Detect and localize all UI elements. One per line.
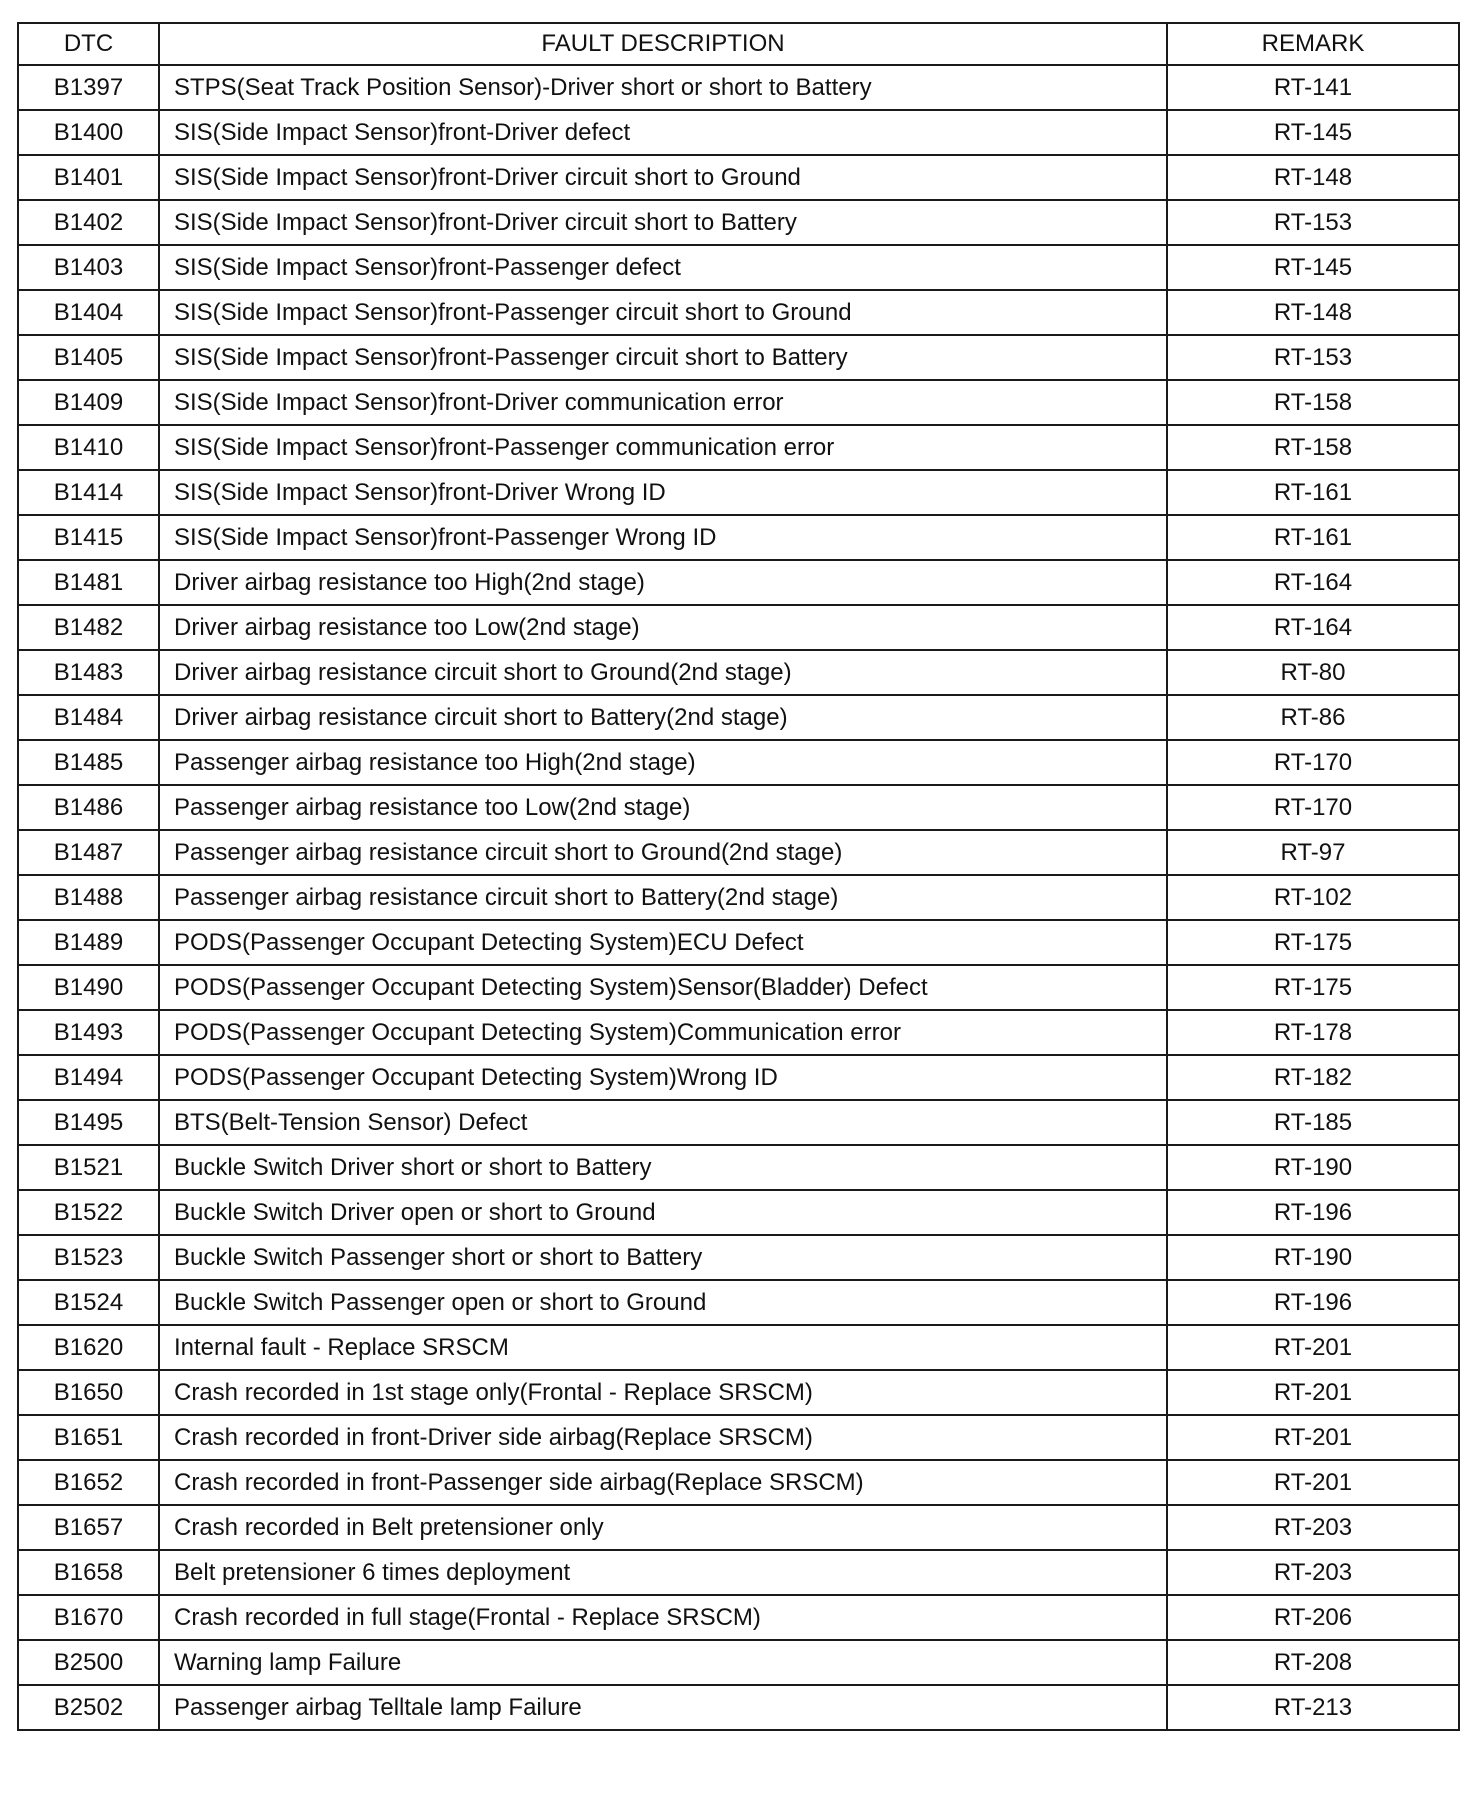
remark-cell: RT-206 <box>1167 1595 1459 1640</box>
remark-cell: RT-158 <box>1167 380 1459 425</box>
table-row <box>18 875 1459 920</box>
dtc-code-cell: B1488 <box>18 875 159 920</box>
table-row <box>18 1460 1459 1505</box>
remark-cell: RT-153 <box>1167 200 1459 245</box>
table-row <box>18 740 1459 785</box>
dtc-code-cell: B1483 <box>18 650 159 695</box>
fault-description-cell: SIS(Side Impact Sensor)front-Passenger Wrong ID <box>159 515 1167 560</box>
dtc-code-cell: B1657 <box>18 1505 159 1550</box>
table-row <box>18 425 1459 470</box>
fault-description-cell: Passenger airbag resistance circuit short to Ground(2nd stage) <box>159 830 1167 875</box>
table-row <box>18 1235 1459 1280</box>
fault-description-cell: Driver airbag resistance too High(2nd stage) <box>159 560 1167 605</box>
table-row <box>18 1190 1459 1235</box>
fault-description-cell: Passenger airbag resistance circuit short to Battery(2nd stage) <box>159 875 1167 920</box>
header-dtc: DTC <box>18 23 159 65</box>
remark-cell: RT-185 <box>1167 1100 1459 1145</box>
remark-cell: RT-203 <box>1167 1550 1459 1595</box>
remark-cell: RT-80 <box>1167 650 1459 695</box>
dtc-code-cell: B1409 <box>18 380 159 425</box>
dtc-code-cell: B1414 <box>18 470 159 515</box>
table-row <box>18 1370 1459 1415</box>
fault-description-cell: Crash recorded in front-Driver side airbag(Replace SRSCM) <box>159 1415 1167 1460</box>
remark-cell: RT-158 <box>1167 425 1459 470</box>
table-row <box>18 1505 1459 1550</box>
dtc-fault-table <box>17 22 1460 1731</box>
fault-description-cell: SIS(Side Impact Sensor)front-Passenger communication error <box>159 425 1167 470</box>
fault-description-cell: BTS(Belt-Tension Sensor) Defect <box>159 1100 1167 1145</box>
fault-description-cell: Crash recorded in 1st stage only(Frontal - Replace SRSCM) <box>159 1370 1167 1415</box>
dtc-code-cell: B1522 <box>18 1190 159 1235</box>
fault-description-cell: Buckle Switch Passenger open or short to Ground <box>159 1280 1167 1325</box>
remark-cell: RT-196 <box>1167 1190 1459 1235</box>
fault-description-cell: SIS(Side Impact Sensor)front-Driver circuit short to Battery <box>159 200 1167 245</box>
table-row <box>18 1055 1459 1100</box>
remark-cell: RT-178 <box>1167 1010 1459 1055</box>
remark-cell: RT-145 <box>1167 245 1459 290</box>
fault-description-cell: Crash recorded in Belt pretensioner only <box>159 1505 1167 1550</box>
dtc-code-cell: B1524 <box>18 1280 159 1325</box>
table-row <box>18 605 1459 650</box>
fault-description-cell: SIS(Side Impact Sensor)front-Passenger defect <box>159 245 1167 290</box>
remark-cell: RT-175 <box>1167 965 1459 1010</box>
remark-cell: RT-170 <box>1167 740 1459 785</box>
dtc-code-cell: B1487 <box>18 830 159 875</box>
table-row <box>18 1685 1459 1730</box>
fault-description-cell: SIS(Side Impact Sensor)front-Driver circuit short to Ground <box>159 155 1167 200</box>
dtc-code-cell: B1521 <box>18 1145 159 1190</box>
fault-description-cell: Belt pretensioner 6 times deployment <box>159 1550 1167 1595</box>
table-row <box>18 785 1459 830</box>
fault-description-cell: STPS(Seat Track Position Sensor)-Driver short or short to Battery <box>159 65 1167 110</box>
fault-description-cell: SIS(Side Impact Sensor)front-Passenger circuit short to Ground <box>159 290 1167 335</box>
dtc-code-cell: B1415 <box>18 515 159 560</box>
table-row <box>18 335 1459 380</box>
table-row <box>18 650 1459 695</box>
dtc-code-cell: B1397 <box>18 65 159 110</box>
fault-description-cell: Crash recorded in front-Passenger side airbag(Replace SRSCM) <box>159 1460 1167 1505</box>
dtc-code-cell: B1402 <box>18 200 159 245</box>
table-row <box>18 1010 1459 1055</box>
dtc-code-cell: B1495 <box>18 1100 159 1145</box>
table-row <box>18 155 1459 200</box>
dtc-code-cell: B1490 <box>18 965 159 1010</box>
fault-description-cell: SIS(Side Impact Sensor)front-Passenger circuit short to Battery <box>159 335 1167 380</box>
dtc-code-cell: B1658 <box>18 1550 159 1595</box>
remark-cell: RT-201 <box>1167 1460 1459 1505</box>
dtc-code-cell: B1620 <box>18 1325 159 1370</box>
table-row <box>18 380 1459 425</box>
table-row <box>18 200 1459 245</box>
remark-cell: RT-175 <box>1167 920 1459 965</box>
table-row <box>18 1415 1459 1460</box>
fault-description-cell: Passenger airbag Telltale lamp Failure <box>159 1685 1167 1730</box>
table-row <box>18 965 1459 1010</box>
remark-cell: RT-145 <box>1167 110 1459 155</box>
table-row <box>18 1550 1459 1595</box>
table-row <box>18 515 1459 560</box>
fault-description-cell: Passenger airbag resistance too Low(2nd stage) <box>159 785 1167 830</box>
header-fault-description: FAULT DESCRIPTION <box>159 23 1167 65</box>
remark-cell: RT-201 <box>1167 1325 1459 1370</box>
table-row <box>18 65 1459 110</box>
dtc-code-cell: B1652 <box>18 1460 159 1505</box>
remark-cell: RT-190 <box>1167 1235 1459 1280</box>
dtc-code-cell: B1650 <box>18 1370 159 1415</box>
dtc-code-cell: B1486 <box>18 785 159 830</box>
remark-cell: RT-161 <box>1167 515 1459 560</box>
fault-description-cell: Passenger airbag resistance too High(2nd stage) <box>159 740 1167 785</box>
table-row <box>18 290 1459 335</box>
fault-description-cell: Buckle Switch Driver open or short to Ground <box>159 1190 1167 1235</box>
table-row <box>18 695 1459 740</box>
table-row <box>18 1325 1459 1370</box>
remark-cell: RT-164 <box>1167 560 1459 605</box>
fault-description-cell: SIS(Side Impact Sensor)front-Driver communication error <box>159 380 1167 425</box>
remark-cell: RT-213 <box>1167 1685 1459 1730</box>
fault-description-cell: SIS(Side Impact Sensor)front-Driver defect <box>159 110 1167 155</box>
table-header <box>18 23 1459 65</box>
remark-cell: RT-164 <box>1167 605 1459 650</box>
fault-description-cell: SIS(Side Impact Sensor)front-Driver Wrong ID <box>159 470 1167 515</box>
fault-description-cell: Internal fault - Replace SRSCM <box>159 1325 1167 1370</box>
fault-description-cell: PODS(Passenger Occupant Detecting System)ECU Defect <box>159 920 1167 965</box>
remark-cell: RT-86 <box>1167 695 1459 740</box>
dtc-code-cell: B2502 <box>18 1685 159 1730</box>
remark-cell: RT-196 <box>1167 1280 1459 1325</box>
remark-cell: RT-190 <box>1167 1145 1459 1190</box>
table-row <box>18 1640 1459 1685</box>
fault-description-cell: Crash recorded in full stage(Frontal - Replace SRSCM) <box>159 1595 1167 1640</box>
fault-description-cell: Driver airbag resistance too Low(2nd stage) <box>159 605 1167 650</box>
fault-description-cell: Warning lamp Failure <box>159 1640 1167 1685</box>
remark-cell: RT-203 <box>1167 1505 1459 1550</box>
table-row <box>18 1280 1459 1325</box>
dtc-code-cell: B1400 <box>18 110 159 155</box>
remark-cell: RT-97 <box>1167 830 1459 875</box>
table-row <box>18 830 1459 875</box>
remark-cell: RT-141 <box>1167 65 1459 110</box>
fault-description-cell: PODS(Passenger Occupant Detecting System)Sensor(Bladder) Defect <box>159 965 1167 1010</box>
dtc-code-cell: B1482 <box>18 605 159 650</box>
dtc-code-cell: B2500 <box>18 1640 159 1685</box>
table-body <box>18 65 1459 1730</box>
table-row <box>18 1595 1459 1640</box>
fault-description-cell: Driver airbag resistance circuit short to Ground(2nd stage) <box>159 650 1167 695</box>
dtc-code-cell: B1481 <box>18 560 159 605</box>
remark-cell: RT-201 <box>1167 1415 1459 1460</box>
remark-cell: RT-182 <box>1167 1055 1459 1100</box>
dtc-code-cell: B1493 <box>18 1010 159 1055</box>
dtc-code-cell: B1403 <box>18 245 159 290</box>
table-row <box>18 245 1459 290</box>
fault-description-cell: PODS(Passenger Occupant Detecting System)Wrong ID <box>159 1055 1167 1100</box>
table-row <box>18 470 1459 515</box>
header-row <box>18 23 1459 65</box>
dtc-code-cell: B1405 <box>18 335 159 380</box>
remark-cell: RT-148 <box>1167 290 1459 335</box>
remark-cell: RT-148 <box>1167 155 1459 200</box>
dtc-code-cell: B1484 <box>18 695 159 740</box>
table-row <box>18 560 1459 605</box>
remark-cell: RT-102 <box>1167 875 1459 920</box>
table-row <box>18 110 1459 155</box>
table-row <box>18 920 1459 965</box>
remark-cell: RT-208 <box>1167 1640 1459 1685</box>
fault-description-cell: PODS(Passenger Occupant Detecting System)Communication error <box>159 1010 1167 1055</box>
dtc-code-cell: B1404 <box>18 290 159 335</box>
fault-description-cell: Buckle Switch Driver short or short to Battery <box>159 1145 1167 1190</box>
dtc-code-cell: B1485 <box>18 740 159 785</box>
dtc-code-cell: B1651 <box>18 1415 159 1460</box>
dtc-code-cell: B1401 <box>18 155 159 200</box>
remark-cell: RT-170 <box>1167 785 1459 830</box>
remark-cell: RT-153 <box>1167 335 1459 380</box>
dtc-code-cell: B1523 <box>18 1235 159 1280</box>
table-row <box>18 1100 1459 1145</box>
dtc-code-cell: B1670 <box>18 1595 159 1640</box>
remark-cell: RT-161 <box>1167 470 1459 515</box>
dtc-code-cell: B1410 <box>18 425 159 470</box>
dtc-code-cell: B1494 <box>18 1055 159 1100</box>
fault-description-cell: Driver airbag resistance circuit short to Battery(2nd stage) <box>159 695 1167 740</box>
dtc-code-cell: B1489 <box>18 920 159 965</box>
remark-cell: RT-201 <box>1167 1370 1459 1415</box>
fault-description-cell: Buckle Switch Passenger short or short to Battery <box>159 1235 1167 1280</box>
table-row <box>18 1145 1459 1190</box>
header-remark: REMARK <box>1167 23 1459 65</box>
